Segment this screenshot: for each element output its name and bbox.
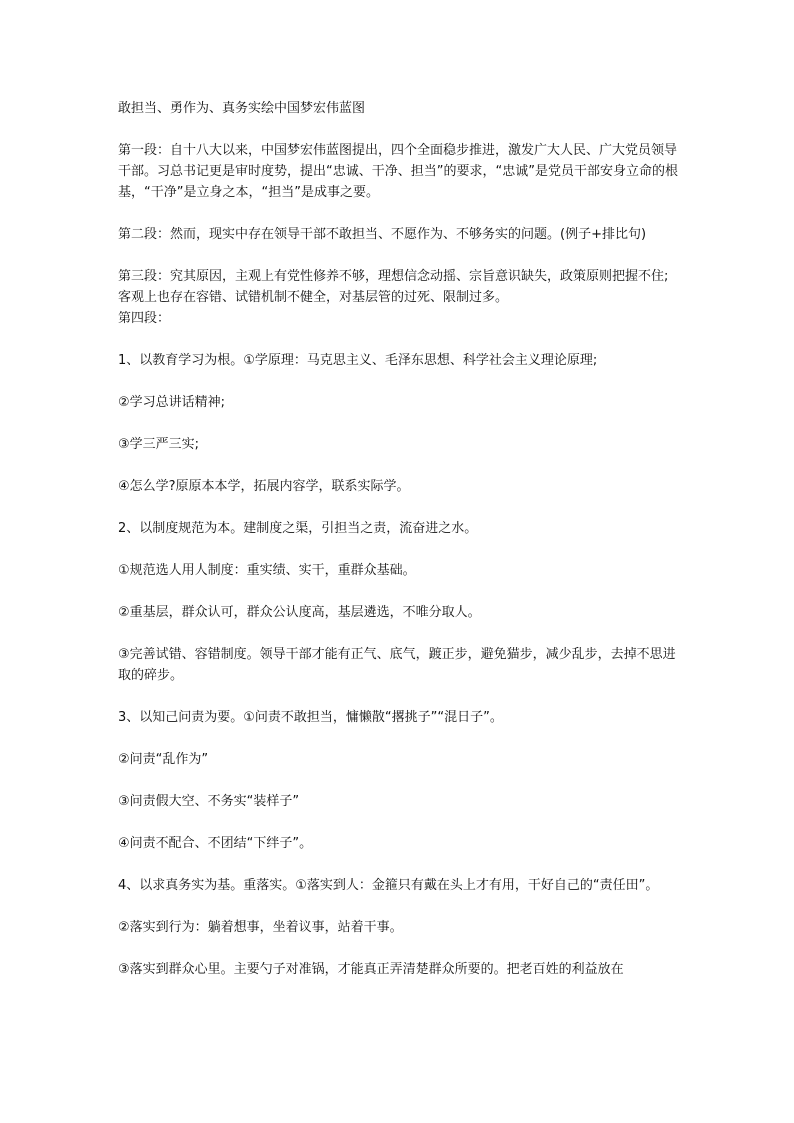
list-item: 2、以制度规范为本。建制度之渠，引担当之责，流奋进之水。: [118, 521, 478, 536]
document-title: 敢担当、勇作为、真务实绘中国梦宏伟蓝图: [118, 101, 366, 116]
list-item: 1、以教育学习为根。①学原理：马克思主义、毛泽东思想、科学社会主义理论原理;: [118, 353, 598, 368]
list-item: ②问责“乱作为”: [118, 752, 209, 767]
list-item: ③完善试错、容错制度。领导干部才能有正气、底气，踱正步，避免猫步，减少乱步，去掉不思进取的碎步。: [118, 647, 676, 683]
paragraph-1: 第一段：自十八大以来，中国梦宏伟蓝图提出，四个全面稳步推进，激发广大人民、广大党员领导干部。习总书记更是审时度势，提出“忠诚、干净、担当”的要求，“忠诚”是党员干部安身立命的根基，“干净”是立身之本，“担当”是成事之要。: [118, 143, 678, 200]
paragraph-2: 第二段：然而，现实中存在领导干部不敢担当、不愿作为、不够务实的问题。(例子+排比句): [118, 227, 647, 242]
paragraph-3: 第三段：究其原因，主观上有党性修养不够，理想信念动摇、宗旨意识缺失，政策原则把握不住;客观上也存在容错、试错机制不健全，对基层管的过死、限制过多。: [118, 269, 669, 305]
paragraph-4-heading: 第四段：: [118, 311, 171, 326]
list-item: ③问责假大空、不务实“装样子”: [118, 794, 300, 809]
list-item: ④问责不配合、不团结“下绊子”。: [118, 836, 313, 851]
document-page: [118, 98, 678, 1001]
list-item: ②重基层，群众认可，群众公认度高，基层遴选，不唯分取人。: [118, 605, 481, 620]
list-item: 3、以知己问责为要。①问责不敢担当，慵懒散“撂挑子”“混日子”。: [118, 710, 503, 725]
list-item: 4、以求真务实为基。重落实。①落实到人：金箍只有戴在头上才有用，干好自己的“责任田”。: [118, 878, 659, 893]
list-item: ②落实到行为：躺着想事，坐着议事，站着干事。: [118, 920, 403, 935]
list-item: ③落实到群众心里。主要勺子对准锅，才能真正弄清楚群众所要的。把老百姓的利益放在: [118, 962, 624, 977]
list-item: ③学三严三实;: [118, 437, 200, 452]
list-item: ②学习总讲话精神;: [118, 395, 226, 410]
list-item: ④怎么学?原原本本学，拓展内容学，联系实际学。: [118, 479, 410, 494]
list-item: ①规范选人用人制度：重实绩、实干，重群众基础。: [118, 563, 416, 578]
